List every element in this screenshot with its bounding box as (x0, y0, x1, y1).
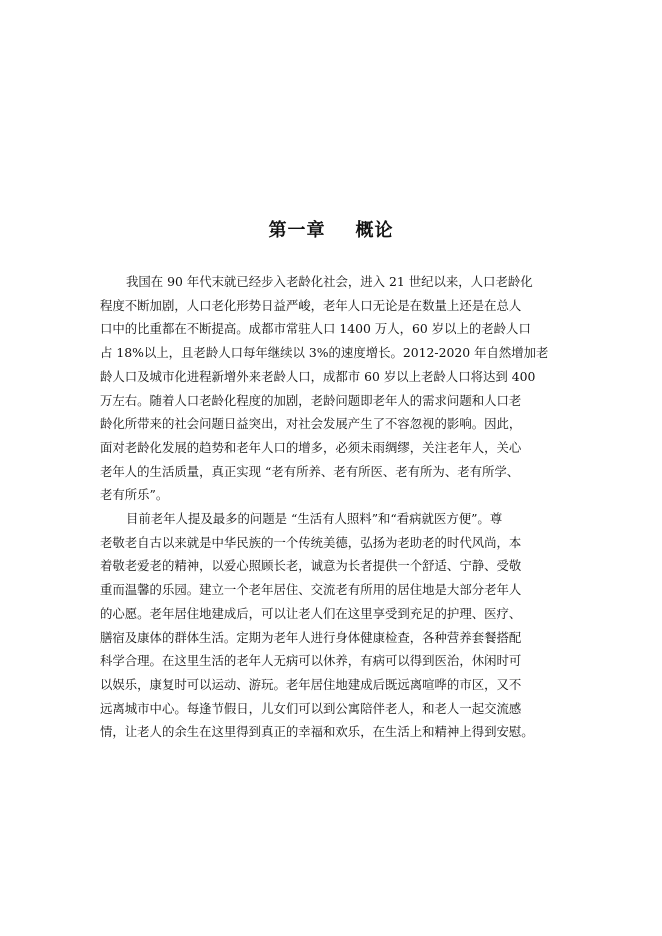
paragraph-line: 口中的比重都在不断提高。成都市常驻人口 1400 万人，60 岁以上的老龄人口 (100, 321, 531, 337)
chapter-title: 概论 (355, 220, 394, 241)
paragraph-line: 老年人的生活质量，真正实现 “老有所养、老有所医、老有所为、老有所学、 (100, 463, 520, 479)
paragraph-line: 的心愿。老年居住地建成后，可以让老人们在这里享受到充足的护理、医疗、 (100, 605, 522, 621)
paragraph-line: 老有所乐”。 (100, 487, 169, 503)
body-text (100, 270, 570, 744)
paragraph-line: 龄人口及城市化进程新增外来老龄人口，成都市 60 岁以上老龄人口将达到 400 (100, 368, 536, 384)
chapter-heading (0, 216, 662, 242)
paragraph-line: 着敬老爱老的精神，以爱心照顾长老，诚意为长者提供一个舒适、宁静、受敬 (100, 558, 522, 574)
paragraph-line: 程度不断加剧，人口老化形势日益严峻，老年人口无论是在数量上还是在总人 (100, 297, 522, 313)
paragraph-line: 膳宿及康体的群体生活。定期为老年人进行身体健康检查，各种营养套餐搭配 (100, 629, 522, 645)
paragraph-line: 万左右。随着人口老龄化程度的加剧，老龄问题即老年人的需求问题和人口老 (100, 392, 522, 408)
paragraph-line: 我国在 90 年代末就已经步入老龄化社会，进入 21 世纪以来，人口老龄化 (126, 274, 533, 289)
paragraph-line: 情，让老人的余生在这里得到真正的幸福和欢乐，在生活上和精神上得到安慰。 (100, 724, 534, 740)
paragraph-line: 以娱乐，康复时可以运动、游玩。老年居住地建成后既远离喧哗的市区，又不 (100, 676, 522, 692)
chapter-number: 第一章 (268, 220, 326, 241)
paragraph-line: 占 18%以上，且老龄人口每年继续以 3%的速度增长。2012-2020 年自然增加老 (100, 345, 549, 361)
paragraph-line: 重而温馨的乐园。建立一个老年居住、交流老有所用的居住地是大部分老年人 (100, 582, 522, 598)
paragraph-line: 目前老年人提及最多的问题是 “生活有人照料”和“看病就医方便”。尊 (126, 511, 503, 527)
paragraph-line: 老敬老自古以来就是中华民族的一个传统美德，弘扬为老助老的时代风尚，本 (100, 534, 522, 550)
paragraph-line: 远离城市中心。每逢节假日，儿女们可以到公寓陪伴老人，和老人一起交流感 (100, 700, 522, 716)
paragraph-line: 科学合理。在这里生活的老年人无病可以休养，有病可以得到医治，休闲时可 (100, 653, 522, 669)
paragraph (100, 507, 570, 744)
paragraph-line: 龄化所带来的社会问题日益突出，对社会发展产生了不容忽视的影响。因此， (100, 416, 522, 432)
paragraph (100, 270, 570, 507)
paragraph-line: 面对老龄化发展的趋势和老年人口的增多，必须未雨绸缪，关注老年人，关心 (100, 439, 522, 455)
